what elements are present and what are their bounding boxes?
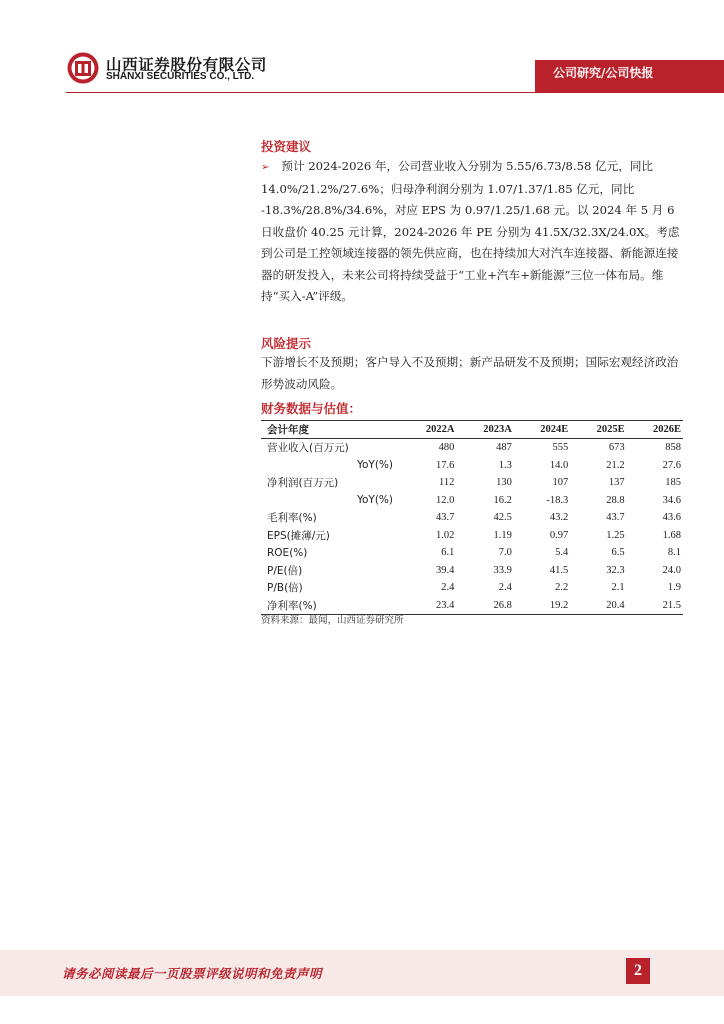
cell: 107 [552,477,569,489]
cell: 26.8 [456,597,513,615]
cell: 1.68 [662,529,681,541]
cell: 1.02 [436,529,455,541]
cell: 43.7 [606,512,625,524]
cell: 2.2 [555,582,569,594]
cell: 0.97 [549,529,569,541]
cell: 41.5 [549,564,569,576]
cell: 28.8 [606,494,625,506]
cell: 16.2 [493,494,512,506]
cell: 23.4 [399,597,456,615]
table-row [261,492,683,510]
company-name-cn: 山西证券股份有限公司 [106,56,268,74]
row-label: 营业收入(百万元) [267,442,349,455]
cell: 487 [496,442,512,454]
cell: 1.19 [493,529,512,541]
cell: 7.0 [498,547,512,559]
cell: 34.6 [662,494,681,506]
table-row [261,474,683,492]
row-label: P/B(倍) [267,582,303,595]
page-footer [0,950,724,996]
cell: 1.3 [498,459,512,471]
table-row [261,562,683,580]
cell: 32.3 [606,564,625,576]
cell: 112 [439,477,455,489]
cell: 43.7 [436,512,455,524]
cell: 673 [608,442,625,454]
report-type-tag: 公司研究/公司快报 [535,60,724,92]
cell: 1.9 [667,582,681,594]
cell: 1.25 [606,529,625,541]
header-divider [66,92,724,93]
row-label: YoY(%) [356,459,393,472]
cell: 555 [552,442,569,454]
row-label: 净利润(百万元) [267,477,339,490]
row-label: ROE(%) [267,546,308,559]
cell: 33.9 [493,564,512,576]
cell: 21.5 [627,597,683,615]
risk-section-title: 风险提示 [261,336,312,351]
table-source-note: 资料来源：最闻，山西证券研究所 [261,615,404,626]
table-row [261,457,683,475]
cell: 12.0 [436,494,455,506]
cell: 42.5 [493,512,512,524]
cell: 6.5 [611,547,625,559]
cell: 14.0 [549,459,569,471]
table-row [261,579,683,597]
financials-section-title: 财务数据与估值： [261,401,362,416]
cell: 43.2 [549,512,569,524]
table-row [261,439,683,457]
row-label: YoY(%) [356,494,393,507]
company-logo-icon [66,51,100,85]
cell: 137 [608,477,625,489]
cell: 8.1 [667,547,681,559]
cell: 130 [496,477,512,489]
col-header: 2026E [627,421,683,439]
cell: 17.6 [436,459,455,471]
bullet-arrow-icon: ➢ [261,162,270,173]
row-label: EPS(摊薄/元) [267,529,330,542]
table-row [261,509,683,527]
invest-section-title: 投资建议 [261,139,312,154]
cell: 2.4 [498,582,512,594]
cell: 2.1 [611,582,625,594]
col-header-year: 会计年度 [261,421,399,439]
table-header-row [261,421,683,439]
cell: 24.0 [662,564,681,576]
disclaimer-note: 请务必阅读最后一页股票评级说明和免责声明 [62,966,323,981]
invest-text: 预计 2024-2026 年，公司营业收入分别为 5.55/6.73/8.58 亿元，同比 14.0%/21.2%/27.6%；归母净利润分别为 1.07/1.37/1.85 亿元，同比 -18.3%/28.8%/34.6%，对应 EPS 为 0.97/1.25/1.68 元。以 2024 年 5 月 6 日收盘价 40.25 元计算，2024-2026 年 PE 分别为 41.5X/32.3X/24.0X。考虑到公司是工控领域连接器的领先供应商，也在持续加大对汽车连接器、新能源连接器的研发投入，未来公司将持续受益于“工业+汽车+新能源”三位一体布局。维持“买入-A”评级。 [261,159,680,303]
cell: -18.3 [546,494,569,506]
cell: 27.6 [662,459,681,471]
cell: 858 [665,442,681,454]
cell: 43.6 [662,512,681,524]
cell: 2.4 [441,582,455,594]
cell: 5.4 [555,547,569,559]
company-name-en: SHANXI SECURITIES CO., LTD. [106,71,255,82]
cell: 480 [438,442,455,454]
row-label: 净利率(%) [261,597,399,615]
cell: 6.1 [441,547,455,559]
cell: 21.2 [606,459,625,471]
table-row [261,544,683,562]
financial-table [261,420,683,615]
page-number: 2 [626,958,650,984]
col-header: 2023A [456,421,513,439]
cell: 185 [665,477,681,489]
risk-paragraph: 下游增长不及预期；客户导入不及预期；新产品研发不及预期；国际宏观经济政治形势波动风险。 [261,355,679,391]
table-row [261,527,683,545]
col-header: 2025E [570,421,626,439]
col-header: 2024E [514,421,570,439]
cell: 39.4 [436,564,455,576]
cell: 19.2 [514,597,570,615]
col-header: 2022A [399,421,456,439]
cell: 20.4 [570,597,626,615]
invest-paragraph [261,156,684,308]
row-label: 毛利率(%) [267,512,317,525]
row-label: P/E(倍) [267,564,303,577]
